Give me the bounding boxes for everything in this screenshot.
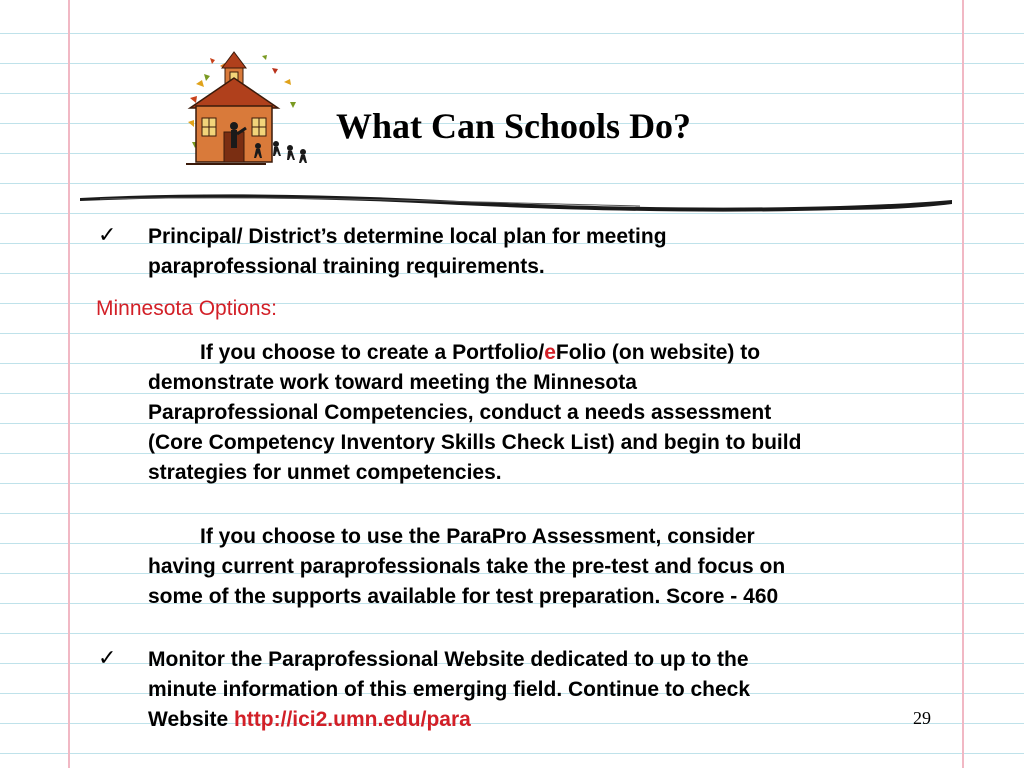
option-1-suffix: Folio (on website) to — [555, 341, 761, 364]
bullet-2-line-2: minute information of this emerging field. Continue to check — [148, 678, 751, 701]
bullet-1-line-1: Principal/ District’s determine local plan for meeting — [148, 225, 667, 248]
option-2-line-1: If you choose to use the ParaPro Assessment, consider — [200, 525, 755, 548]
page-title: What Can Schools Do? — [336, 106, 692, 146]
option-1-line-3: Paraprofessional Competencies, conduct a needs assessment — [148, 401, 772, 424]
option-2-line-3: some of the supports available for test preparation. Score - 460 — [148, 585, 779, 608]
checkmark-icon: ✓ — [98, 645, 117, 670]
option-1-prefix: If you choose to create a Portfolio/ — [200, 341, 545, 364]
option-1-line-1 — [200, 338, 760, 368]
brush-divider — [80, 186, 952, 214]
option-2-line-2: having current paraprofessionals take the pre-test and focus on — [148, 555, 786, 578]
options-heading: Minnesota Options: — [96, 297, 277, 320]
option-1-line-4: (Core Competency Inventory Skills Check List) and begin to build — [148, 431, 802, 454]
left-margin-line — [68, 0, 70, 768]
schoolhouse-icon — [176, 46, 311, 168]
option-1-line-2: demonstrate work toward meeting the Minnesota — [148, 371, 637, 394]
bullet-1-line-2: paraprofessional training requirements. — [148, 255, 545, 278]
option-1-line-5: strategies for unmet competencies. — [148, 461, 502, 484]
option-1-e-letter: e — [544, 341, 556, 364]
website-link[interactable]: http://ici2.umn.edu/para — [233, 708, 471, 731]
bullet-2-line-3 — [148, 705, 471, 735]
page-number: 29 — [913, 708, 931, 728]
bullet-2-line-1: Monitor the Paraprofessional Website dedicated to up to the — [148, 648, 749, 671]
bullet-2-website-prefix: Website — [148, 708, 234, 731]
right-margin-line — [962, 0, 964, 768]
checkmark-icon: ✓ — [98, 222, 117, 247]
